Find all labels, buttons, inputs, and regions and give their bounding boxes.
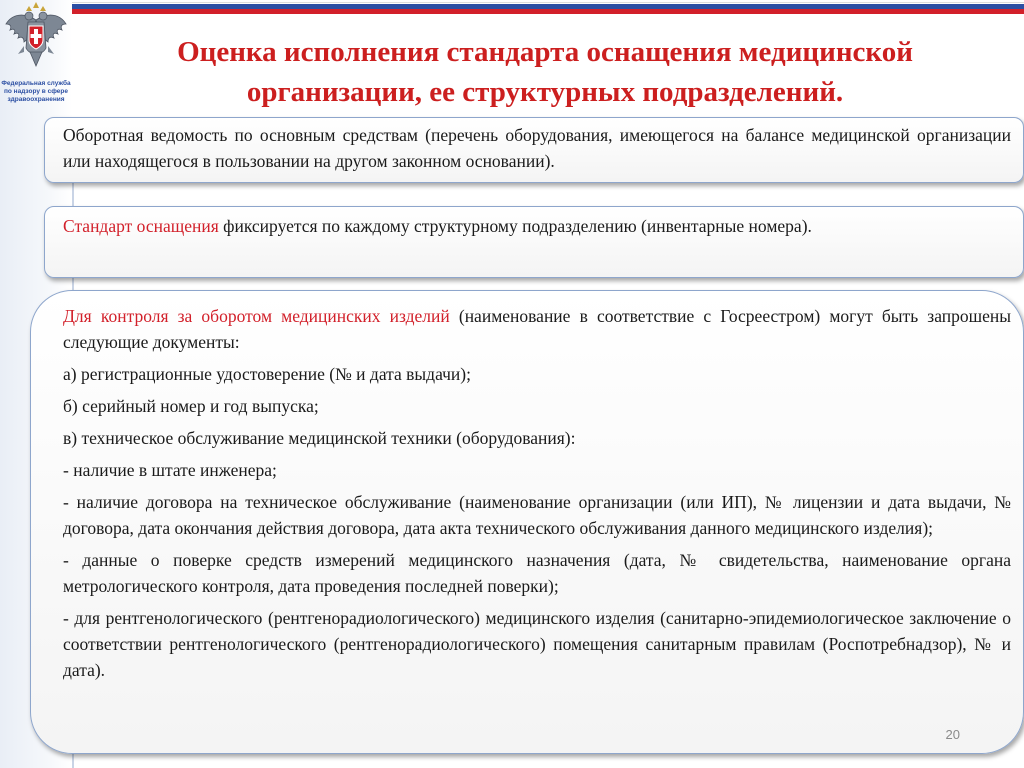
documents-intro-highlight: Для контроля за оборотом медицинских изделий — [63, 306, 450, 326]
list-item: - наличие договора на техническое обслуживание (наименование организации (или ИП), № лицензии и дата выдачи, № договора, дата окончания действия договора, дата акта технического обслуживания данного медицинского изделия); — [63, 492, 1011, 538]
double-headed-eagle-emblem-icon — [2, 2, 70, 74]
list-item: б) серийный номер и год выпуска; — [63, 396, 319, 416]
list-item: - данные о поверке средств измерений медицинского назначения (дата, № свидетельства, наименование органа метрологического контроля, дата проведения последней поверки); — [63, 550, 1011, 596]
flag-stripe-white — [72, 0, 1024, 3]
balance-sheet-box — [44, 117, 1024, 183]
slide-title-line-2: организации, ее структурных подразделений. — [246, 76, 844, 108]
slide-number: 20 — [945, 727, 960, 742]
logo-caption-line: Федеральная служба — [1, 80, 71, 87]
slide-title-line-1: Оценка исполнения стандарта оснащения медицинской — [177, 36, 913, 68]
list-item: - для рентгенологического (рентгенорадиологического) медицинского изделия (санитарно-эпидемиологическое заключение о соответствии рентгенологического (рентгенорадиологического) помещения санитарным правилам (Роспотребнадзор), № и дата). — [63, 608, 1011, 680]
flag-stripe-red — [72, 9, 1024, 14]
documents-list-box — [30, 290, 1024, 754]
documents-intro — [63, 303, 1011, 355]
list-item: - наличие в штате инженера; — [63, 460, 277, 480]
equipment-standard-text: фиксируется по каждому структурному подразделению (инвентарные номера). — [218, 216, 812, 236]
documents-intro-text: (наименование в соответствие с Госреестром) могут быть запрошены следующие документы: — [63, 306, 1011, 352]
balance-sheet-text: Оборотная ведомость по основным средствам (перечень оборудования, имеющегося на балансе медицинской организации или находящегося в пользовании на другом законном основании). — [63, 125, 1011, 171]
equipment-standard-highlight: Стандарт оснащения — [63, 216, 219, 236]
logo-caption-line: здравоохранения — [7, 96, 65, 103]
logo-caption-line: по надзору в сфере — [3, 88, 68, 95]
equipment-standard-box — [44, 206, 1024, 278]
logo-caption — [0, 80, 72, 104]
list-item: а) регистрационные удостоверение (№ и дата выдачи); — [63, 364, 471, 384]
slide-title — [95, 32, 995, 112]
list-item: в) техническое обслуживание медицинской техники (оборудования): — [63, 428, 576, 448]
